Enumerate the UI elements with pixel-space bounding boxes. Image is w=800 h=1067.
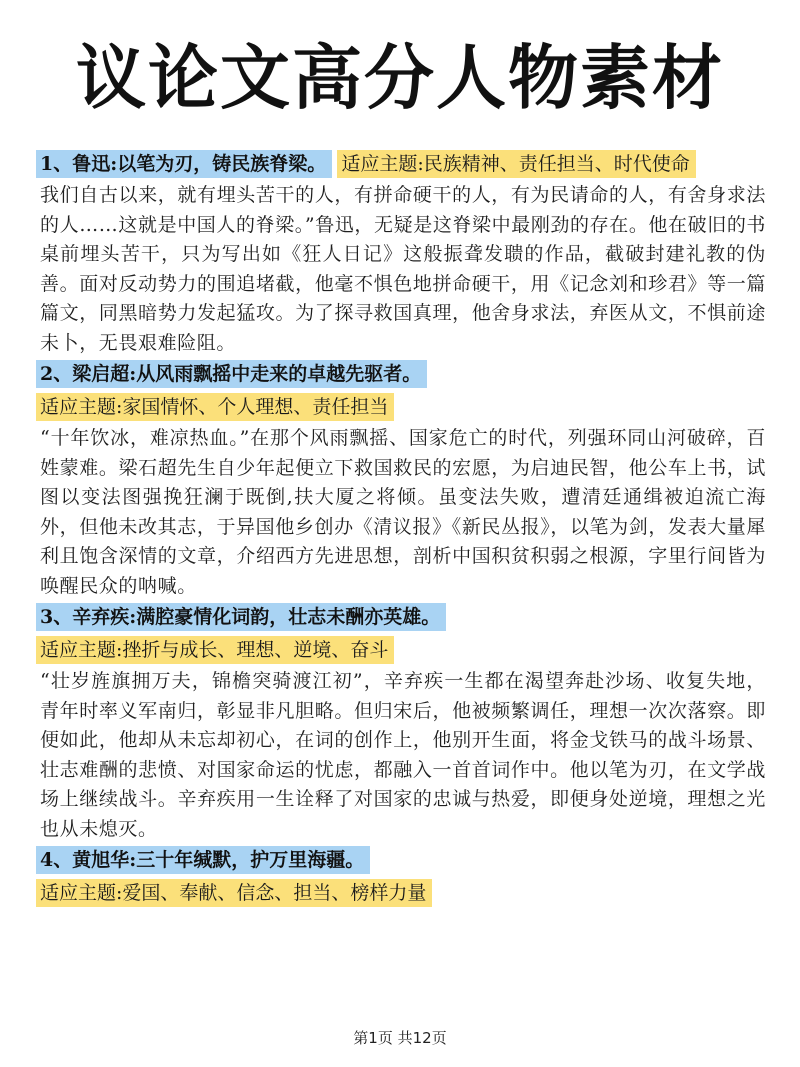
- theme-tag: 适应主题:家国情怀、个人理想、责任担当: [36, 393, 394, 421]
- article-content: [36, 148, 766, 910]
- section-lu-xun: [36, 148, 766, 358]
- page-title: 议论文高分人物素材: [76, 37, 724, 119]
- theme-tag: 适应主题:爱国、奉献、信念、担当、榜样力量: [36, 879, 432, 907]
- section-body: “壮岁旌旗拥万夫，锦檐突骑渡江初”，辛弃疾一生都在渴望奔赴沙场、收复失地，青年时率义军南归，彰显非凡胆略。但归宋后，他被频繁调任，理想一次次落察。即便如此，他却从未忘却初心，在词的创作上，他别开生面，将金戈铁马的战斗场景、壮志难酬的悲愤、对国家命运的忧虑，都融入一首首词作中。他以笔为刃，在文学战场上继续战斗。辛弃疾用一生诠释了对国家的忠诚与热爱，即便身处逆境，理想之光也从未熄灭。: [40, 670, 766, 840]
- theme-tag: 适应主题:挫折与成长、理想、逆境、奋斗: [36, 636, 394, 664]
- section-xin-qiji: [36, 601, 766, 844]
- section-huang-xuhua: [36, 844, 766, 910]
- section-heading: 2、梁启超:从风雨飘摇中走来的卓越先驱者。: [36, 360, 427, 388]
- page-indicator: 第1页 共12页: [353, 1029, 447, 1047]
- section-heading: 1、鲁迅:以笔为刃，铸民族脊梁。: [36, 150, 332, 178]
- theme-tag: 适应主题:民族精神、责任担当、时代使命: [337, 150, 695, 178]
- section-heading: 4、黄旭华:三十年缄默，护万里海疆。: [36, 846, 370, 874]
- section-liang-qichao: [36, 358, 766, 601]
- section-body: 我们自古以来，就有埋头苦干的人，有拼命硬干的人，有为民请命的人，有舍身求法的人……这就是中国人的脊梁。”鲁迅，无疑是这脊梁中最刚劲的存在。他在破旧的书桌前埋头苦干，只为写出如《狂人日记》这般振聋发聩的作品，截破封建礼教的伪善。面对反动势力的围追堵截，他毫不惧色地拼命硬干，用《记念刘和珍君》等一篇篇文，同黑暗势力发起猛攻。为了探寻救国真理，他舍身求法，弃医从文，不惧前途未卜，无畏艰难险阻。: [40, 184, 767, 354]
- section-body: “十年饮冰，难凉热血。”在那个风雨飘摇、国家危亡的时代，列强环同山河破碎，百姓蒙难。梁石超先生自少年起便立下救国救民的宏愿，为启迪民智，他公车上书，试图以变法图强挽狂澜于既倒,扶大厦之将倾。虽变法失败，遭清廷通缉被迫流亡海外，但他未改其志，于异国他乡创办《清议报》《新民丛报》，以笔为剑，发表大量犀利且饱含深情的文章，介绍西方先进思想，剖析中国积贫积弱之根源，字里行间皆为唤醒民众的呐喊。: [40, 427, 766, 597]
- section-heading: 3、辛弃疾:满腔豪情化词韵，壮志未酬亦英雄。: [36, 603, 446, 631]
